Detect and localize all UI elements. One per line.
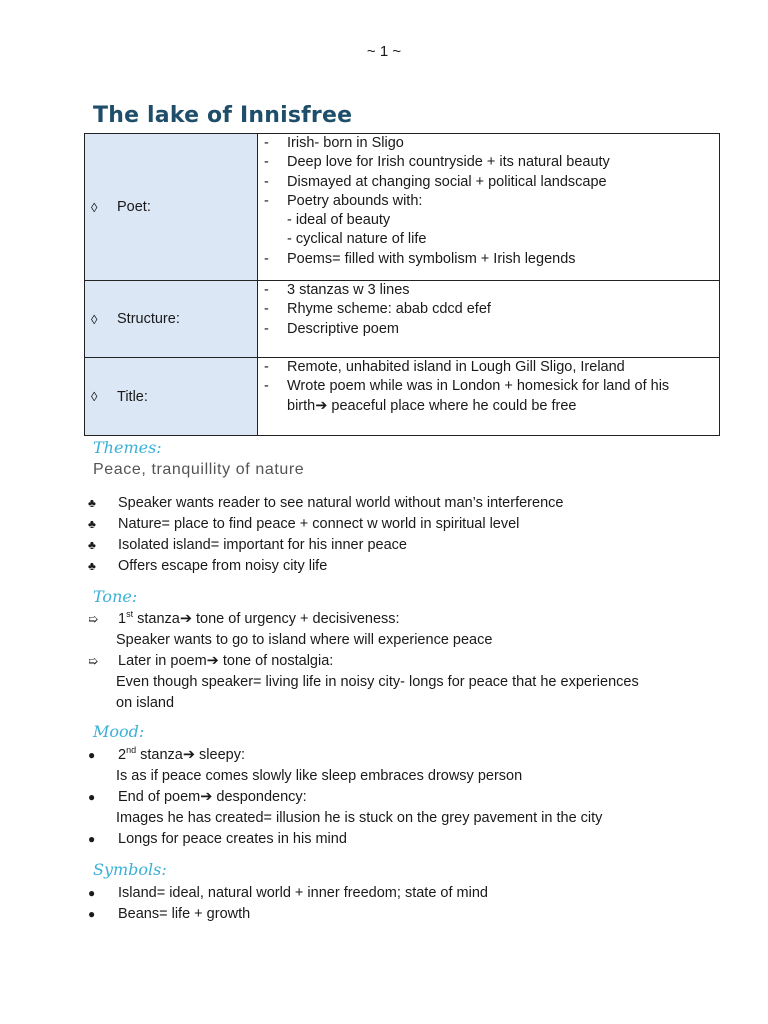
dash-icon: -	[264, 154, 269, 171]
dash-icon: -	[264, 301, 269, 318]
list-item: ● Island= ideal, natural world + inner freedom; state of mind	[86, 883, 686, 904]
diamond-icon: ◊	[91, 389, 98, 404]
list-item: ● Longs for peace creates in his mind	[86, 829, 686, 850]
tone-heading: Tone:	[93, 587, 138, 606]
list-item: - Dismayed at changing social + political landscape	[264, 173, 715, 192]
arrow-icon: ➔	[182, 747, 195, 763]
table-row-title	[85, 358, 720, 436]
dash-icon: -	[264, 359, 269, 375]
list-item-continuation: Speaker wants to go to island where will experience peace	[116, 632, 493, 648]
dot-icon: ●	[88, 832, 96, 846]
title-label-cell	[85, 358, 258, 436]
list-item: - 3 stanzas w 3 lines	[264, 281, 715, 300]
arrow-icon: ➔	[179, 611, 192, 627]
dash-icon: -	[264, 250, 269, 267]
list-item: ♣ Offers escape from noisy city life	[86, 556, 686, 577]
themes-heading: Themes:	[93, 438, 162, 457]
list-item: ● Beans= life + growth	[86, 904, 686, 925]
club-icon: ♣	[88, 538, 96, 552]
list-item: - Poems= filled with symbolism + Irish legends	[264, 250, 715, 269]
arrow-bullet-icon: ➯	[88, 654, 99, 668]
dash-icon: -	[264, 173, 269, 190]
club-icon: ♣	[88, 559, 96, 573]
diamond-icon: ◊	[91, 311, 98, 327]
list-item: ➯ Later in poem➔ tone of nostalgia:	[86, 651, 686, 672]
list-item-continuation: birth ➔ peaceful place where he could be free	[264, 397, 715, 416]
list-item: ♣ Speaker wants reader to see natural world without man’s interference	[86, 493, 686, 514]
club-icon: ♣	[88, 517, 96, 531]
arrow-icon: ➔	[200, 789, 213, 805]
poet-content-cell	[258, 134, 720, 281]
dash-icon: -	[264, 282, 269, 298]
list-item: ➯ 1st stanza➔ tone of urgency + decisiveness:	[86, 609, 686, 630]
table-row-poet	[85, 134, 720, 281]
mood-heading: Mood:	[93, 722, 145, 741]
dash-icon: -	[264, 135, 269, 151]
dash-icon: -	[264, 192, 269, 209]
info-table	[84, 133, 720, 436]
list-item: - Deep love for Irish countryside + its natural beauty	[264, 153, 715, 172]
structure-label: Structure:	[117, 311, 180, 327]
structure-label-cell	[85, 281, 258, 358]
list-item: - Irish- born in Sligo	[264, 134, 715, 153]
list-item-continuation: Even though speaker= living life in noisy city- longs for peace that he experiences	[116, 674, 639, 690]
structure-content-cell	[258, 281, 720, 358]
list-item: - Rhyme scheme: abab cdcd efef	[264, 300, 715, 319]
symbols-heading: Symbols:	[93, 860, 167, 879]
arrow-icon: ➔	[206, 653, 219, 669]
list-item: ♣ Nature= place to find peace + connect w world in spiritual level	[86, 514, 686, 535]
dash-icon: -	[264, 320, 269, 337]
list-item: - Descriptive poem	[264, 320, 715, 339]
symbols-list	[86, 883, 686, 925]
diamond-icon: ◊	[91, 199, 98, 215]
arrow-icon: ➔	[315, 397, 328, 414]
dot-icon: ●	[88, 886, 96, 900]
document-title: The lake of Innisfree	[93, 103, 353, 128]
list-item: - Wrote poem while was in London + homesick for land of his	[264, 377, 715, 396]
title-content-cell	[258, 358, 720, 436]
table-row-structure	[85, 281, 720, 358]
list-item: ♣ Isolated island= important for his inner peace	[86, 535, 686, 556]
list-item-continuation: Is as if peace comes slowly like sleep embraces drowsy person	[116, 768, 523, 784]
arrow-bullet-icon: ➯	[88, 612, 99, 626]
list-item: ● End of poem➔ despondency:	[86, 787, 686, 808]
dash-icon: -	[264, 378, 269, 395]
list-item-continuation: on island	[116, 695, 175, 711]
title-label: Title:	[117, 388, 148, 405]
poet-label: Poet:	[117, 199, 151, 215]
mood-list	[86, 745, 686, 850]
sub-item: - ideal of beauty	[287, 212, 391, 229]
dot-icon: ●	[88, 907, 96, 921]
tone-list	[86, 609, 686, 714]
list-item: - Remote, unhabited island in Lough Gill Sligo, Ireland	[264, 358, 715, 377]
themes-subtitle: Peace, tranquillity of nature	[93, 461, 305, 478]
list-item: ● 2nd stanza➔ sleepy:	[86, 745, 686, 766]
poet-label-cell	[85, 134, 258, 281]
sub-item: - cyclical nature of life	[287, 231, 427, 248]
list-item-continuation: Images he has created= illusion he is stuck on the grey pavement in the city	[116, 810, 603, 826]
list-item: - Poetry abounds with:	[264, 192, 715, 211]
dot-icon: ●	[88, 748, 96, 762]
club-icon: ♣	[88, 496, 96, 510]
dot-icon: ●	[88, 790, 96, 804]
page-number: ~ 1 ~	[366, 43, 402, 60]
themes-list	[86, 493, 686, 577]
